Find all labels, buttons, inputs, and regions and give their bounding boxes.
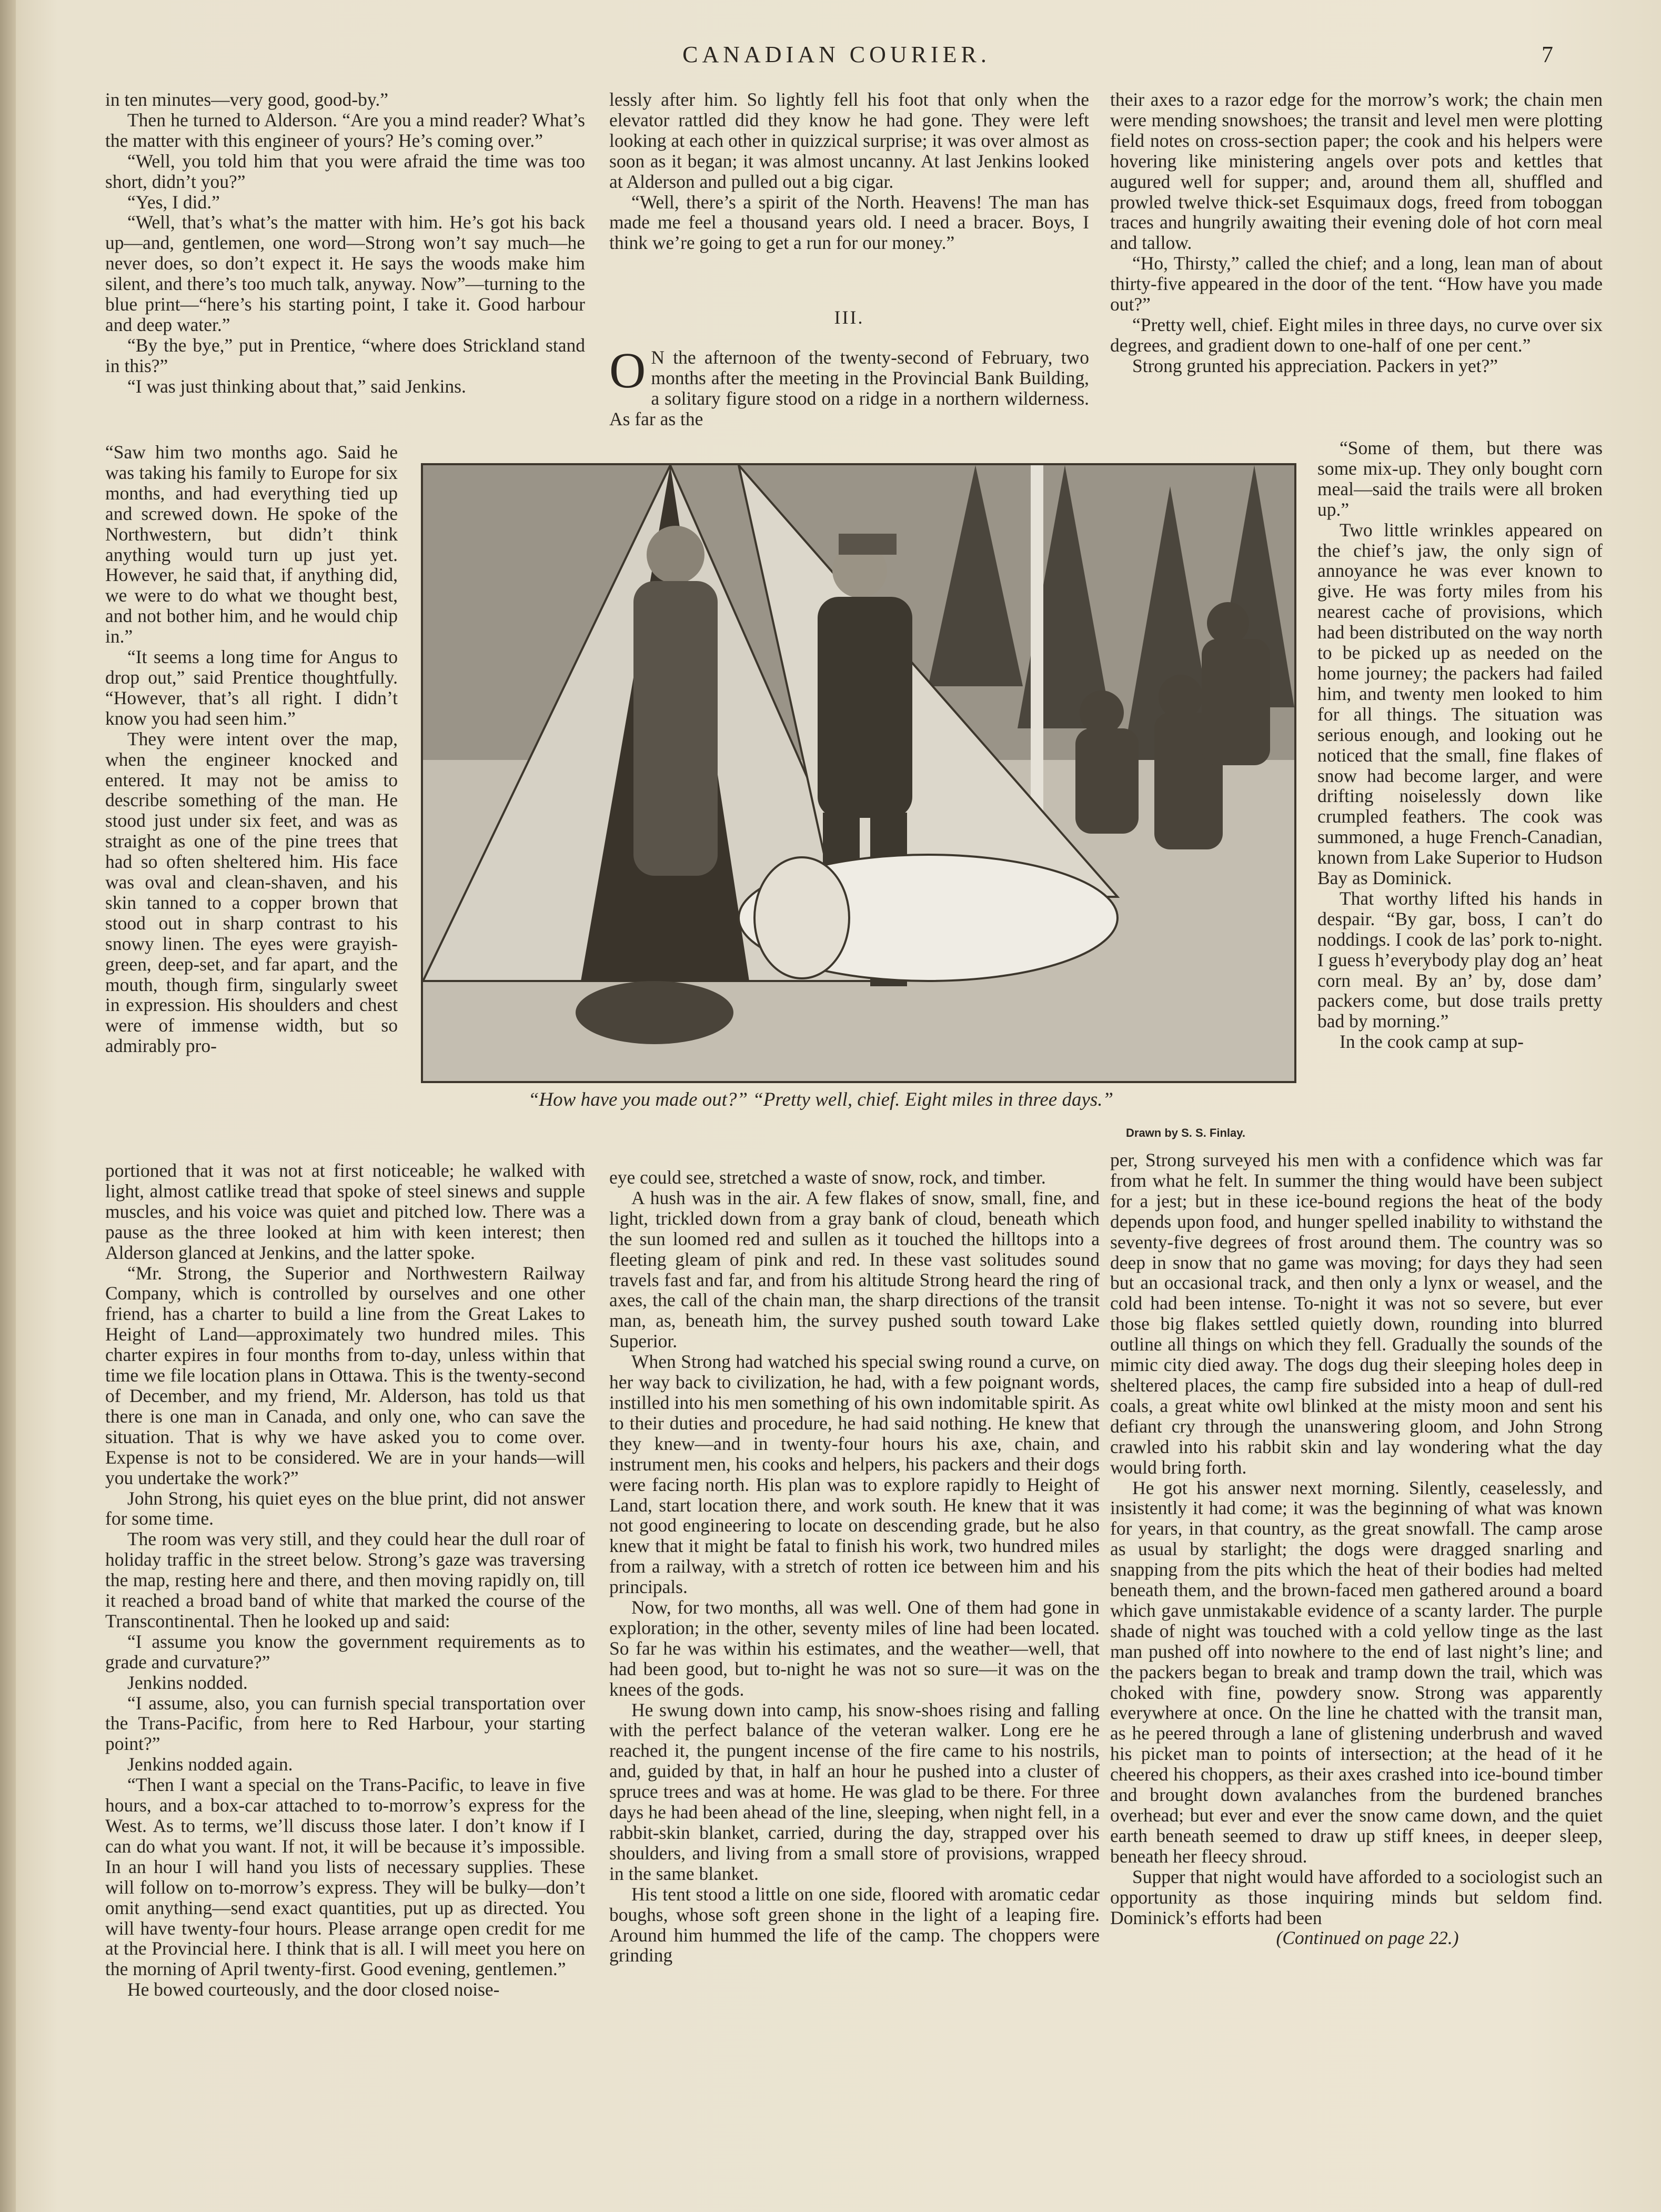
illustration-camp-scene — [421, 463, 1296, 1083]
paragraph: in ten minutes—very good, good-by.” — [105, 89, 388, 110]
paragraph: Now, for two months, all was well. One of them had gone in exploration; in the other, seventy miles of line had been located. So far he was within his estimates, and the weather—well, that had been good, but to-night he was not so sure—it was on the knees of the gods. — [609, 1597, 1100, 1700]
column-1-bottom — [105, 1160, 585, 2000]
page-spine — [0, 0, 16, 2212]
paragraph: “Then I want a special on the Trans-Pacific, to leave in five hours, and a box-car attached to to-morrow’s express for the West. As to terms, we’ll discuss those later. I don’t know if I can do what you want. If not, it will be because it’s impossible. In an hour I will hand you lists of necessary supplies. These will follow on to-morrow’s express. They will be bulky—don’t omit anything—send exact quantities, put up as directed. You will have twenty-four hours. Please arrange open credit for me at the Provincial here. I think that is all. I will meet you here on the morning of April twenty-first. Good evening, gentlemen.” — [105, 1774, 585, 1980]
paragraph: Jenkins nodded. — [127, 1671, 248, 1693]
paragraph: Supper that night would have afforded to a sociologist such an opportunity as those inquiring minds but seldom find. Dominick’s efforts had been — [1110, 1866, 1603, 1928]
paragraph: His tent stood a little on one side, floored with aromatic cedar boughs, whose soft green shone in the light of a leaping fire. Around him hummed the life of the camp. The choppers were grinding — [609, 1883, 1100, 1966]
paragraph: lessly after him. So lightly fell his foot that only when the elevator rattled did they know he had gone. They were left looking at each other in quizzical surprise; it was over almost as soon as it began; it was almost uncanny. At last Jenkins looked at Alderson and pulled out a big cigar. — [609, 89, 1089, 192]
paragraph: The room was very still, and they could hear the dull roar of holiday traffic in the street below. Strong’s gaze was traversing the map, resting here and there, and then moving rapidly on, till it reached a broad band of white that marked the course of the Transcontinental. Then he looked up and said: — [105, 1528, 585, 1632]
paragraph: their axes to a razor edge for the morrow’s work; the chain men were mending snowshoes; the transit and level men were plotting field notes on cross-section paper; the cook and his helpers were hovering like ministering angels over pots and kettles that augured well for supper; and, around them all, shuffled and prowled twelve thick-set Esquimaux dogs, freed from toboggan traces and hungrily awaiting their evening dole of hot corn meal and tallow. — [1110, 89, 1603, 254]
paragraph: When Strong had watched his special swing round a curve, on her way back to civilization, he had, with a few poignant words, instilled into his men something of his own indomitable spirit. As to their duties and procedure, he had said nothing. He knew that they knew—and in twenty-four hours his axe, chain, and instrument men, his cooks and helpers, his packers and their dogs were facing north. His plan was to explore rapidly to Height of Land, start location there, and work south. He knew that it was not good engineering to locate on descending grade, but he also knew that it might be fatal to finish his work, two hundred miles from a railway, with a stretch of rotten ice between him and his principals. — [609, 1351, 1100, 1598]
opening-text: N the afternoon of the twenty-second of February, two months after the meeting in the Provincial Bank Building, a solitary figure stood on a ridge in a northern wilderness. As far as the — [609, 347, 1089, 429]
paragraph — [609, 342, 1089, 429]
paragraph: portioned that it was not at first noticeable; he walked with light, almost catlike tread that spoke of steel sinews and supple muscles, and his voice was quiet and pitched low. There was a pause as the three looked at him with keen interest; then Alderson glanced at Jenkins, and the latter spoke. — [105, 1160, 585, 1263]
illustration-credit: Drawn by S. S. Finlay. — [1126, 1126, 1245, 1139]
column-3-bottom — [1110, 1150, 1603, 1948]
continued-note: (Continued on page 22.) — [1276, 1927, 1459, 1949]
dog — [576, 981, 733, 1044]
magazine-title: CANADIAN COURIER. — [682, 42, 991, 67]
paragraph: eye could see, stretched a waste of snow, rock, and timber. — [609, 1167, 1046, 1188]
paragraph: He bowed courteously, and the door closed noise- — [127, 1979, 500, 2000]
paragraph: “By the bye,” put in Prentice, “where does Strickland stand in this?” — [105, 334, 585, 376]
paragraph: per, Strong surveyed his men with a confidence which was far from what he felt. In summer the thing would have been subject for a jest; but in these ice-bound regions the heat of the body depends upon food, and hunger spelled inability to withstand the seventy-five degrees of frost around them. The country was so deep in snow that no game was moving; for days they had seen but an occasional track, and then only a lynx or weasel, and the cold had been intense. To-night it was not so severe, but ever those big flakes settled quietly down, rounding into blurred outline all things on which they fell. Gradually the sounds of the mimic city died away. The dogs dug their sleeping holes deep in sheltered places, the camp fire subsided into a heap of dull-red coals, a great white owl blinked at the misty moon and sent his defiant cry through the unanswering gloom, and John Strong crawled into his rabbit skin and lay wondering what the day would bring forth. — [1110, 1149, 1603, 1478]
column-1-top — [105, 89, 585, 397]
paragraph: “I assume you know the government requirements as to grade and curvature?” — [105, 1630, 585, 1673]
paragraph: “It seems a long time for Angus to drop out,” said Prentice thoughtfully. “However, that’s all right. I didn’t know you had seen him.” — [105, 646, 398, 729]
column-2-top — [609, 89, 1089, 253]
paragraph: “I assume, also, you can furnish special transportation over the Trans-Pacific, from here to Red Harbour, your starting point?” — [105, 1692, 585, 1755]
column-2-bottom — [609, 1167, 1100, 1966]
paragraph: “Saw him two months ago. Said he was taking his family to Europe for six months, and had everything tied up and screwed down. He spoke of the Northwestern, but didn’t think anything would turn up just yet. However, he said that, if anything did, we were to do what we thought best, and not bother him, and he would chip in.” — [105, 442, 398, 647]
paragraph: In the cook camp at sup- — [1340, 1031, 1524, 1053]
paragraph: They were intent over the map, when the engineer knocked and entered. It may not be amiss to describe something of the man. He stood just under six feet, and was as straight as one of the pine trees that had so often sheltered him. His face was oval and clean-shaven, and his skin tanned to a copper brown that stood out in sharp contrast to his snowy linen. The eyes were grayish-green, deep-set, and far apart, and the mouth, though firm, singularly sweet in expression. His shoulders and chest were of immense width, but so admirably pro- — [105, 728, 398, 1057]
paragraph: That worthy lifted his hands in despair. “By gar, boss, I can’t do noddings. I cook de las’ pork to-night. I guess h’everybody play dog an’ heat corn meal. By an’ by, dose dam’ packers come, but dose trails pretty bad by morning.” — [1317, 887, 1603, 1032]
paragraph: Jenkins nodded again. — [127, 1754, 293, 1775]
column-3-top — [1110, 89, 1603, 376]
paragraph: “Ho, Thirsty,” called the chief; and a long, lean man of about thirty-five appeared in the door of the tent. “How have you made out?” — [1110, 253, 1603, 315]
paragraph: “I was just thinking about that,” said Jenkins. — [127, 375, 466, 397]
column-3-narrow — [1317, 438, 1603, 1052]
paragraph: Two little wrinkles appeared on the chief’s jaw, the only sign of annoyance he was ever known to give. He was forty miles from his nearest cache of provisions, which had been distributed on the way north to be picked up as needed on the home journey; the packers had failed him, and twenty men looked to him for all things. The situation was serious enough, and looking out he noticed that the small, fine flakes of snow had become larger, and were drifting noiselessly down like crumpled feathers. The cook was summoned, a huge French-Canadian, known from Lake Superior to Hudson Bay as Dominick. — [1317, 519, 1603, 889]
camp-drawing — [423, 465, 1294, 1081]
paragraph: “Well, there’s a spirit of the North. Heavens! The man has made me feel a thousand years old. I need a bracer. Boys, I think we’re going to get a run for our money.” — [609, 191, 1089, 254]
paragraph: “Some of them, but there was some mix-up. They only bought corn meal—said the trails were all broken up.” — [1317, 437, 1603, 520]
paragraph: “Well, that’s what’s the matter with him. He’s got his back up—and, gentlemen, one word—Strong won’t say much—he never does, so don’t expect it. He says the woods make him silent, and there’s too much talk, anyway. Now”—turning to the blue print—“here’s his starting point, I take it. Good harbour and deep water.” — [105, 212, 585, 335]
column-1-narrow — [105, 442, 398, 1056]
paragraph: “Pretty well, chief. Eight miles in three days, no curve over six degrees, and gradient down to one-half of one per cent.” — [1110, 314, 1603, 356]
paragraph: He swung down into camp, his snow-shoes rising and falling with the perfect balance of the veteran walker. Long ere he reached it, the pungent incense of the fire came to his nostrils, and, guided by that, in half an hour he pushed into a cluster of spruce trees and was at home. He was glad to be there. For three days he had been ahead of the line, sleeping, when night fell, in a rabbit-skin blanket, carried, during the day, strapped over his shoulders, and living from a small store of provisions, wrapped in the same blanket. — [609, 1699, 1100, 1884]
paragraph: A hush was in the air. A few flakes of snow, small, fine, and light, trickled down from a gray bank of cloud, beneath which the sun loomed red and sullen as it touched the hilltops into a fleeting gleam of pink and red. In these vast solitudes sound travels fast and far, and from his altitude Strong heard the ring of axes, the call of the chain man, the sharp directions of the transit man, as, beneath him, the survey pushed south toward Lake Superior. — [609, 1187, 1100, 1352]
paragraph: John Strong, his quiet eyes on the blue print, did not answer for some time. — [105, 1487, 585, 1529]
section-opening — [609, 342, 1089, 429]
section-number: III. — [834, 307, 864, 328]
paragraph: He got his answer next morning. Silently, ceaselessly, and insistently it had come; it was the beginning of what was known for years, in that country, as the great snowfall. The camp arose as usual by starlight; the dogs were dragged snarling and snapping from the pits which the heat of their bodies had melted beneath them, and the brown-faced men gathered around a board which gave unmistakable evidence of a scanty larder. The purple shade of night was touched with a cold yellow tinge as the last man pushed off into nowhere to the end of last night’s line; and the packers began to break and tramp down the trail, which was choked with fine, powdery snow. Strong was apparently everywhere at once. On the line he chatted with the transit man, as he peered through a lane of glistening underbrush and waved his picket man to points of intersection; at the head of it he cheered his choppers, as their axes crashed into ice-bound timber and brought down avalanches from the burdened branches overhead; but ever and ever the snow came down, and the quiet earth beneath seemed to draw up stiff knees, in deeper sleep, beneath her fleecy shroud. — [1110, 1477, 1603, 1867]
paragraph: “Mr. Strong, the Superior and Northwestern Railway Company, which is controlled by ourselves and one other friend, has a charter to build a line from the Great Lakes to Height of Land—approximately two hundred miles. This charter expires in four months from to-day, unless within that time we file location plans in Ottawa. This is the twenty-second of December, and my friend, Mr. Alderson, has told us that there is one man in Canada, and only one, who can save the situation. That is why we have asked you to come over. Expense is not to be considered. We are in your hands—will you undertake the work?” — [105, 1262, 585, 1488]
paragraph: Then he turned to Alderson. “Are you a mind reader? What’s the matter with this engineer of yours? He’s coming over.” — [105, 109, 585, 151]
illustration-caption: “How have you made out?” “Pretty well, chief. Eight miles in three days.” — [528, 1089, 1114, 1110]
paragraph: “Yes, I did.” — [127, 191, 220, 213]
paragraph: Strong grunted his appreciation. Packers in yet?” — [1132, 355, 1498, 376]
page-number: 7 — [1542, 42, 1553, 67]
paragraph: “Well, you told him that you were afraid the time was too short, didn’t you?” — [105, 150, 585, 192]
drop-cap: O — [609, 342, 646, 398]
